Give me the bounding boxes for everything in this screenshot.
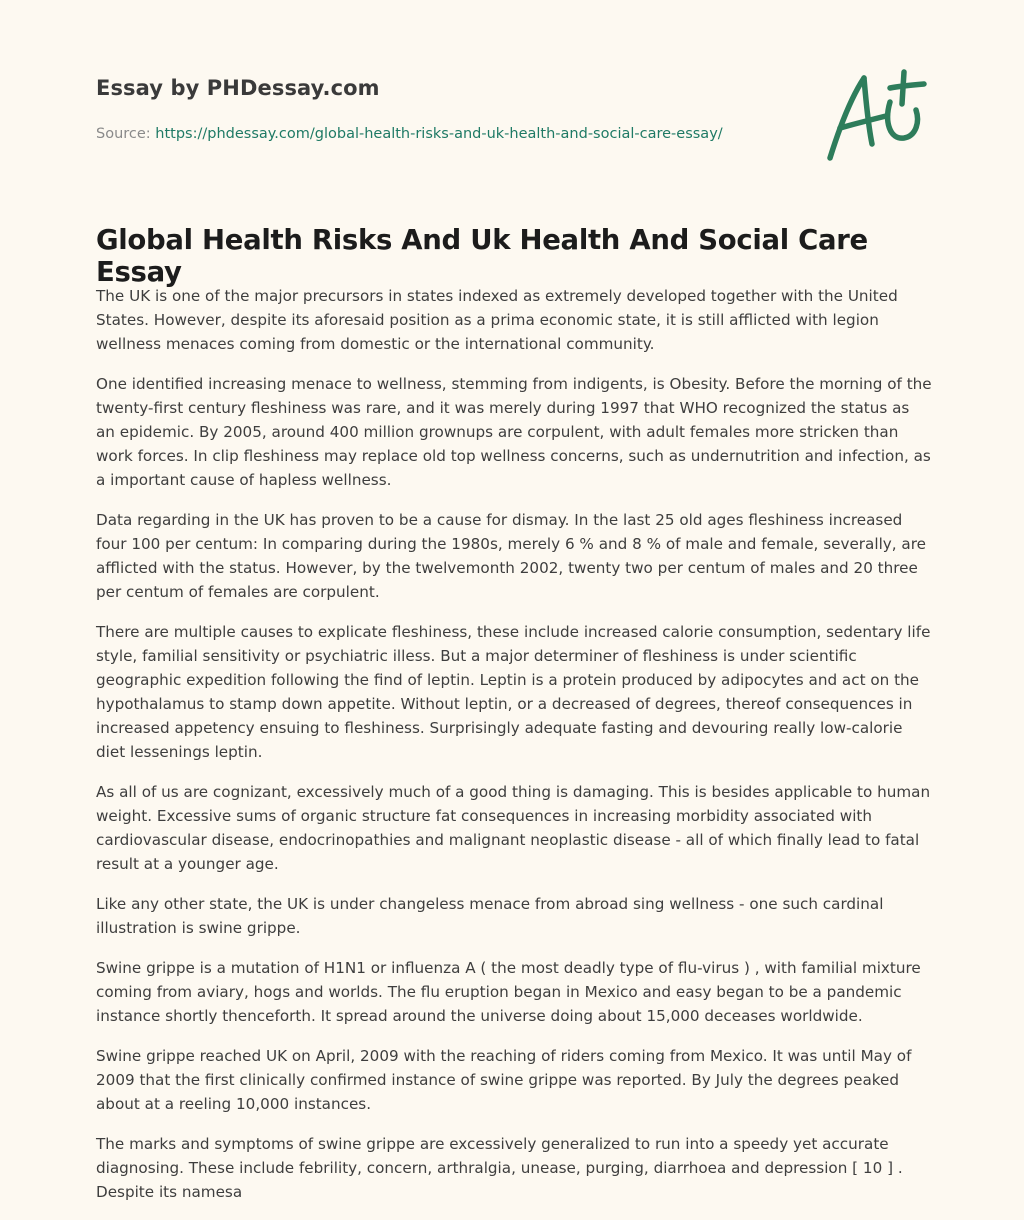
paragraph: As all of us are cognizant, excessively much of a good thing is damaging. This is besides applicable to human weight. Excessive sums of organic structure fat consequences in increasing morbidity associated with cardiovascular disease, endocrinopathies and malignant neoplastic disease - all of which finally lead to fatal result at a younger age.	[96, 783, 931, 873]
site-brand: Essay by PHDessay.com	[96, 76, 380, 100]
paragraph: Data regarding in the UK has proven to be a cause for dismay. In the last 25 old ages fleshiness increased four 100 per centum: In comparing during the 1980s, merely 6 % and 8 % of male and female, severally, are afflicted with the status. However, by the twelvemonth 2002, twenty two per centum of males and 20 three per centum of females are corpulent.	[96, 511, 926, 601]
essay-header	[96, 76, 796, 142]
essay-title: Global Health Risks And Uk Health And Social Care Essay	[96, 224, 868, 288]
paragraph: The marks and symptoms of swine grippe are excessively generalized to run into a speedy yet accurate diagnosing. These include febrility, concern, arthralgia, unease, purging, diarrhoea and depression [ 10 ] . Despite its namesa	[96, 1135, 903, 1201]
source-line	[96, 126, 796, 142]
paragraph: Swine grippe is a mutation of H1N1 or influenza A ( the most deadly type of flu-virus ) , with familial mixture coming from aviary, hogs and worlds. The flu eruption began in Mexico and easy began to be a pandemic instance shortly thenceforth. It spread around the universe doing about 15,000 deceases worldwide.	[96, 959, 921, 1025]
paragraph: Swine grippe reached UK on April, 2009 with the reaching of riders coming from Mexico. It was until May of 2009 that the first clinically confirmed instance of swine grippe was reported. By July the degrees peaked about at a reeling 10,000 instances.	[96, 1047, 912, 1113]
a-plus-logo-icon	[820, 66, 930, 166]
paragraph: Like any other state, the UK is under changeless menace from abroad sing wellness - one such cardinal illustration is swine grippe.	[96, 895, 884, 937]
source-label: Source:	[96, 126, 156, 142]
paragraph: The UK is one of the major precursors in states indexed as extremely developed together with the United States. However, despite its aforesaid position as a prima economic state, it is still afflicted with legion wellness menaces coming from domestic or the international community.	[96, 287, 898, 353]
paragraph: There are multiple causes to explicate fleshiness, these include increased calorie consumption, sedentary life style, familial sensitivity or psychiatric illess. But a major determiner of fleshiness is under scientific geographic expedition following the find of leptin. Leptin is a protein produced by adipocytes and act on the hypothalamus to stamp down appetite. Without leptin, or a decreased of degrees, thereof consequences in increased appetency ensuing to fleshiness. Surprisingly adequate fasting and devouring really low-calorie diet lessenings leptin.	[96, 623, 931, 761]
source-link[interactable]: https://phdessay.com/global-health-risks-and-uk-health-and-social-care-essay/	[155, 126, 723, 142]
essay-body	[96, 284, 932, 1220]
paragraph: One identified increasing menace to wellness, stemming from indigents, is Obesity. Before the morning of the twenty-first century fleshiness was rare, and it was merely during 1997 that WHO recognized the status as an epidemic. By 2005, around 400 million grownups are corpulent, with adult females more stricken than work forces. In clip fleshiness may replace old top wellness concerns, such as undernutrition and infection, as a important cause of hapless wellness.	[96, 375, 932, 489]
